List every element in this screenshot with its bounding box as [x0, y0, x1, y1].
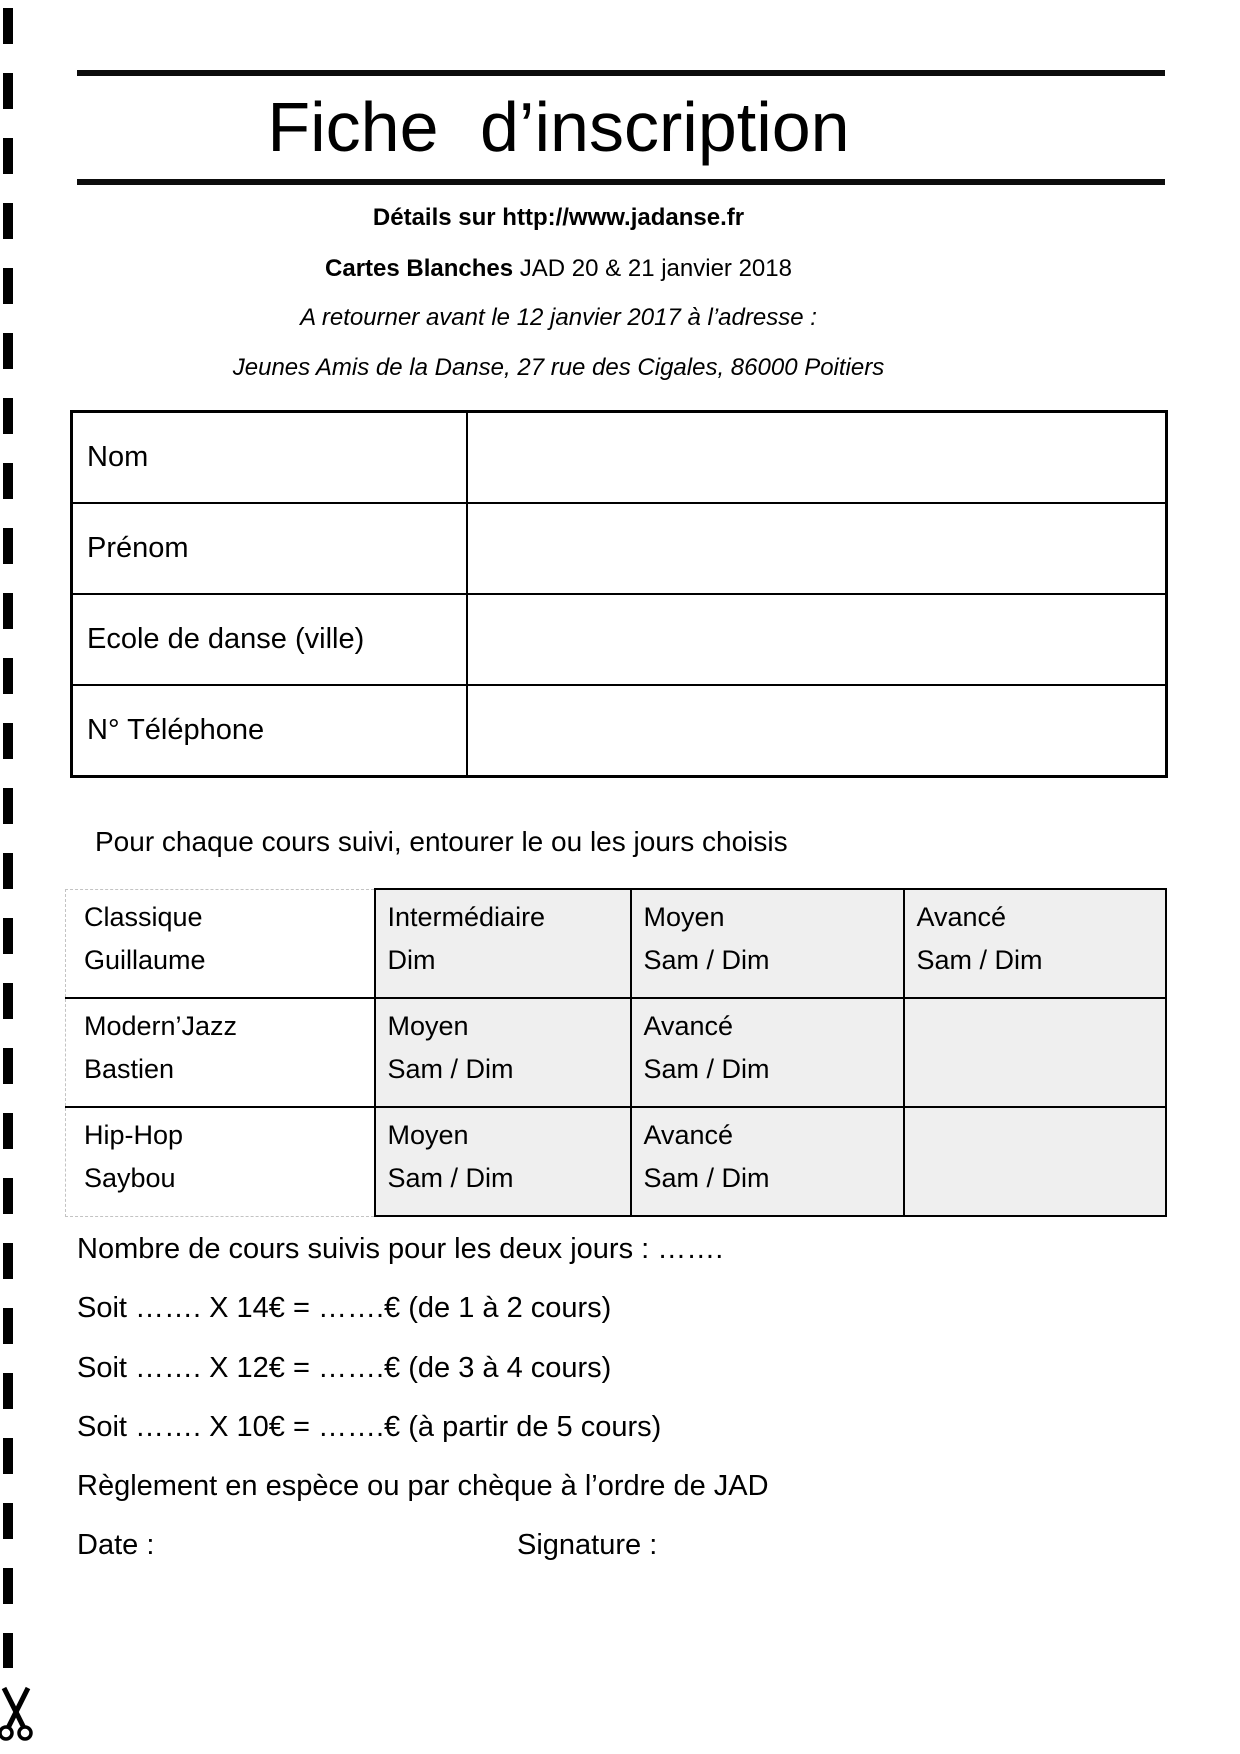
course-discipline: Hip-Hop [84, 1120, 184, 1150]
details-line: Détails sur http://www.jadanse.fr [372, 204, 745, 231]
course-discipline: Classique [84, 901, 203, 932]
event-date: JAD 20 & 21 janvier 2018 [513, 255, 792, 282]
level-cell [631, 998, 904, 1107]
price-tier-3: Soit ……. X 10€ = …….€ (à partir de 5 cours) [77, 1411, 662, 1443]
payment-line: Règlement en espèce ou par chèque à l’ordre de JAD [77, 1470, 769, 1502]
signature-label: Signature : [517, 1529, 658, 1561]
courses-table [65, 888, 1167, 1217]
level-cell [904, 889, 1166, 998]
level-days-choice[interactable]: Sam / Dim [643, 945, 770, 975]
return-deadline-line: A retourner avant le 12 janvier 2017 à l’adresse : [300, 304, 817, 331]
address-line: Jeunes Amis de la Danse, 27 rue des Cigales, 86000 Poitiers [232, 354, 885, 381]
level-name: Intermédiaire [387, 902, 546, 932]
level-name: Moyen [387, 1011, 469, 1041]
level-cell-empty [904, 998, 1166, 1107]
level-cell [375, 889, 631, 998]
table-row [66, 1107, 1166, 1216]
identity-row-label: Ecole de danse (ville) [72, 594, 467, 685]
table-row [72, 503, 1167, 594]
level-days-choice[interactable]: Dim [387, 945, 436, 975]
course-teacher: Saybou [84, 1163, 176, 1193]
level-cell-empty [904, 1107, 1166, 1216]
courses-instruction: Pour chaque cours suivi, entourer le ou les jours choisis [95, 826, 788, 857]
table-row [72, 594, 1167, 685]
level-name: Moyen [643, 902, 725, 932]
title-block [77, 70, 1165, 185]
level-cell [375, 1107, 631, 1216]
level-cell [631, 889, 904, 998]
identity-row-label: Prénom [72, 503, 467, 594]
course-count-line: Nombre de cours suivis pour les deux jours : ……. [77, 1233, 724, 1265]
dashed-cut-line [3, 8, 13, 1668]
firstname-input-cell[interactable] [467, 503, 1167, 594]
course-teacher: Bastien [84, 1054, 175, 1084]
school-input-cell[interactable] [467, 594, 1167, 685]
table-row [66, 889, 1166, 998]
level-name: Moyen [387, 1120, 469, 1150]
level-days-choice[interactable]: Sam / Dim [643, 1163, 770, 1193]
course-cell-modernjazz [66, 998, 375, 1107]
level-days-choice[interactable]: Sam / Dim [387, 1054, 514, 1084]
table-row [72, 685, 1167, 777]
date-label: Date : [77, 1529, 155, 1561]
table-row [72, 412, 1167, 504]
level-days-choice[interactable]: Sam / Dim [387, 1163, 514, 1193]
event-line [77, 254, 1040, 284]
level-cell [631, 1107, 904, 1216]
level-days-choice[interactable]: Sam / Dim [916, 945, 1043, 975]
price-tier-2: Soit ……. X 12€ = …….€ (de 3 à 4 cours) [77, 1352, 612, 1384]
scissors-icon [0, 1686, 34, 1742]
phone-input-cell[interactable] [467, 685, 1167, 777]
level-cell [375, 998, 631, 1107]
course-teacher: Guillaume [84, 944, 206, 975]
course-cell-hiphop [66, 1107, 375, 1216]
level-name: Avancé [916, 902, 1007, 932]
name-input-cell[interactable] [467, 412, 1167, 504]
identity-row-label: N° Téléphone [72, 685, 467, 777]
identity-table [70, 410, 1168, 778]
date-signature-line [77, 1529, 1077, 1562]
identity-row-label: Nom [72, 412, 467, 504]
price-tier-1: Soit ……. X 14€ = …….€ (de 1 à 2 cours) [77, 1292, 612, 1324]
course-discipline: Modern’Jazz [84, 1011, 238, 1041]
page-title: Fiche d’inscription [267, 88, 850, 166]
event-name: Cartes Blanches [325, 255, 514, 282]
level-name: Avancé [643, 1011, 734, 1041]
level-name: Avancé [643, 1120, 734, 1150]
table-row [66, 998, 1166, 1107]
course-cell-classique [66, 889, 375, 998]
level-days-choice[interactable]: Sam / Dim [643, 1054, 770, 1084]
